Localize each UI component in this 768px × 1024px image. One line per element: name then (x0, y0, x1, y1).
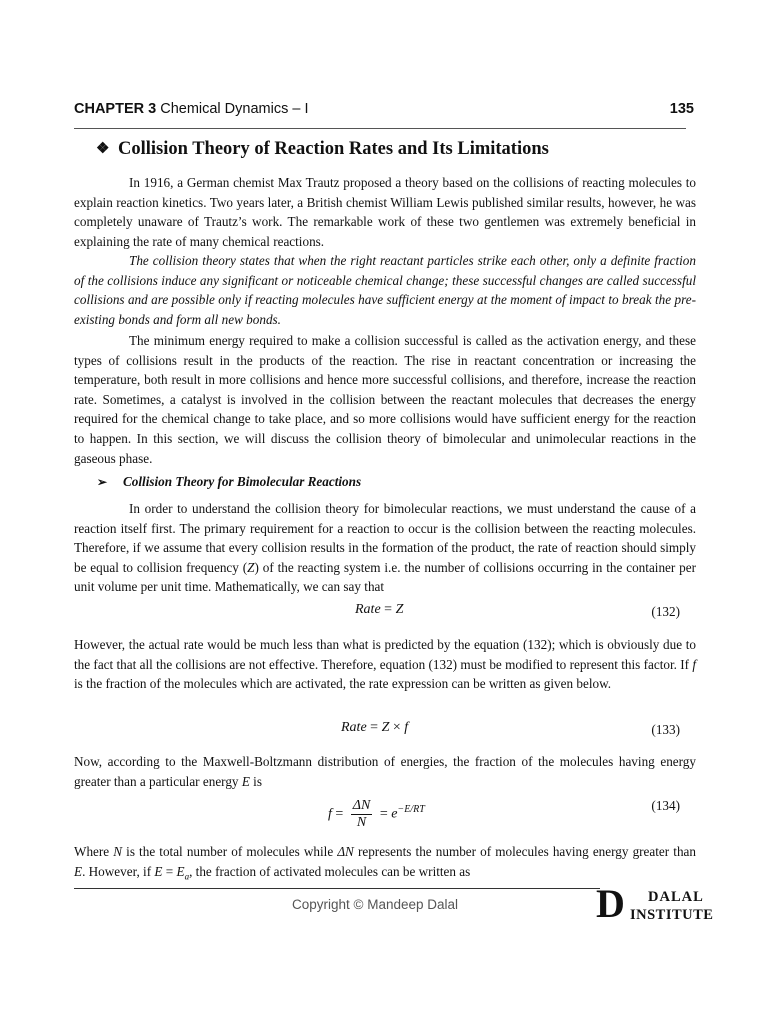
paragraph-definition: The collision theory states that when the right reactant particles strike each other, only a definite fraction of the collisions induce any significant or noticeable chemical change; these successful changes are called successful collisions and are possible only if reacting molecules have sufficient energy at the moment of impact to break the pre-existing bonds and form all new bonds. (74, 253, 696, 327)
text-run: ) of the reacting system i.e. the number of collisions occurring in the container per unit volume per unit time. Mathematically, we can say that (74, 559, 696, 595)
chapter-title: Chemical Dynamics – I (160, 101, 309, 117)
text-run-italic: E (241, 773, 250, 789)
paragraph-intro: In 1916, a German chemist Max Trautz proposed a theory based on the collisions of reacting molecules to explain reaction kinetics. Two years later, a British chemist William Lewis published similar results, however, he was completely unaware of Trautz’s work. The remarkable work of these two gentlemen was extremely beneficial in explaining the rate of many chemical reactions. (74, 175, 696, 249)
equation-number-132: (132) (651, 604, 680, 619)
text-run-italic: ΔN (337, 844, 354, 859)
eq-exponent: −E/RT (397, 804, 425, 816)
text-run: Now, according to the Maxwell-Boltzmann distribution of energies, the fraction of the molecules having energy greater than a particular energy (74, 754, 696, 789)
paragraph-maxwell (74, 752, 696, 791)
logo-letter: D (596, 881, 625, 926)
eq-rhs-f: f (404, 720, 409, 735)
diamond-bullet-icon: ❖ (96, 141, 110, 157)
paragraph-bimolecular-intro (74, 499, 696, 597)
equation-134 (328, 798, 425, 831)
equation-133 (341, 720, 408, 736)
subsection-title (97, 474, 361, 490)
text-run: is the total number of molecules while (122, 844, 338, 859)
eq-operator: = (370, 720, 379, 735)
section-title-text: Collision Theory of Reaction Rates and Its Limitations (118, 139, 549, 159)
eq-exp-base: e (391, 806, 398, 822)
text-run-italic: f (692, 656, 696, 672)
page-header (74, 101, 694, 121)
text-run: . However, if (82, 863, 155, 879)
text-run: = (162, 863, 177, 879)
eq-denominator: N (356, 815, 367, 830)
text-run-subscript: a (184, 871, 190, 882)
eq-operator: = (379, 806, 388, 822)
text-run: is the fraction of the molecules which are activated, the rate expression can be written as given below. (74, 676, 612, 692)
eq-rhs-z: Z (381, 720, 390, 735)
equation-number-134: (134) (651, 798, 680, 813)
text-run: is (249, 773, 262, 789)
text-run: , the fraction of activated molecules can be written as (189, 863, 471, 879)
text-run-italic: Z (247, 559, 255, 575)
paragraph-however (74, 635, 696, 694)
dalal-institute-logo (596, 881, 726, 926)
logo-line-1: DALAL (648, 889, 704, 905)
subsection-title-text: Collision Theory for Bimolecular Reactions (123, 474, 362, 489)
text-run-italic: E (154, 863, 163, 879)
text-run-italic: E (176, 863, 185, 879)
eq-operator: = (384, 602, 393, 617)
paragraph-activation: The minimum energy required to make a collision successful is called as the activation energy, and these types of collisions result in the products of the reaction. The rise in reactant concentration or increasing the temperature, both result in more collisions and hence more successful collisions, and therefore, increase the reaction rate. Sometimes, a catalyst is involved in the collision between the reactant molecules that decreases the energy required for the chemical change to take place, and so more collisions would have sufficient energy for the reaction to happen. In this section, we will discuss the collision theory of bimolecular and unimolecular reactions in the gaseous phase. (74, 333, 696, 466)
eq-times: × (392, 720, 401, 735)
logo-line-2: INSTITUTE (630, 907, 714, 923)
eq-numerator: ΔN (352, 798, 371, 813)
page-number: 135 (669, 101, 694, 117)
text-run: However, the actual rate would be much less than what is predicted by the equation (132); which is obviously due to the fact that all the collisions are not effective. Therefore, equation (132) must be modified to represent this factor. If (74, 637, 696, 672)
eq-lhs: Rate (341, 720, 367, 735)
text-run: In order to understand the collision theory for bimolecular reactions, we must understand the cause of a reaction itself first. The primary requirement for a reaction to occur is the collision between the reacting molecules. Therefore, if we assume that every collision results in the formation of the product, the rate of reaction should simply be equal to collision frequency ( (74, 501, 696, 575)
text-run: Where (74, 844, 114, 859)
chapter-heading (74, 101, 308, 117)
section-title (96, 139, 549, 160)
eq-operator: = (335, 806, 344, 822)
chapter-label: CHAPTER 3 (74, 101, 157, 117)
copyright-text: Copyright © Mandeep Dalal (292, 897, 459, 912)
eq-rhs: Z (395, 602, 404, 617)
text-run-italic: N (113, 844, 123, 859)
equation-number-133: (133) (651, 722, 680, 737)
eq-lhs: f (328, 806, 332, 822)
text-run: represents the number of molecules having energy greater than (353, 844, 696, 859)
eq-fraction (351, 798, 373, 831)
arrow-bullet-icon: ➢ (97, 475, 108, 489)
footer-divider (74, 888, 600, 889)
text-run-italic: E (74, 863, 83, 879)
equation-132 (355, 602, 403, 618)
eq-lhs: Rate (355, 602, 381, 617)
header-divider (74, 128, 686, 129)
